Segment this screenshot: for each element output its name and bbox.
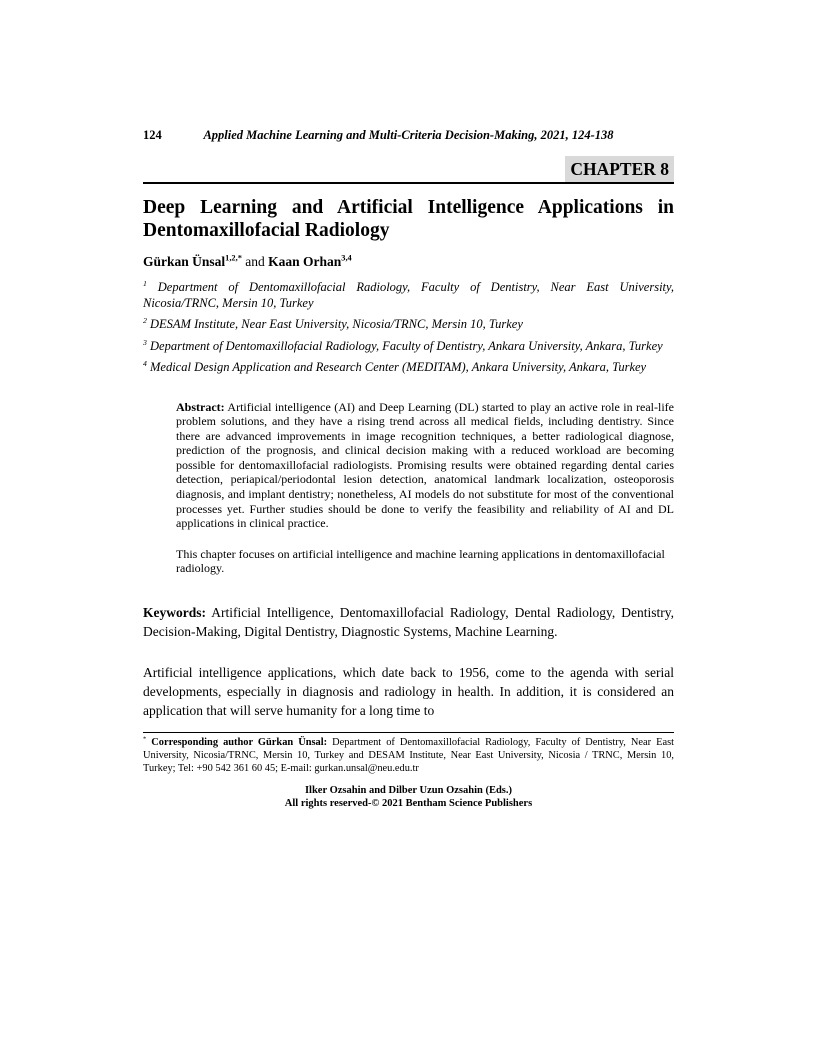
corresponding-author-footnote	[143, 732, 674, 775]
affiliation-4	[143, 360, 674, 376]
footnote-marker: *	[143, 735, 147, 743]
body-paragraph: Artificial intelligence applications, which date back to 1956, come to the agenda with serial developments, especially in diagnosis and radiology in health. In addition, it is considered an application that will serve humanity for a long time to	[143, 665, 674, 719]
abstract-label: Abstract:	[176, 399, 225, 414]
authors-connector: and	[241, 254, 269, 269]
keywords-paragraph	[143, 604, 674, 641]
footnote-label: Corresponding author Gürkan Ünsal:	[146, 737, 328, 749]
editors-line: Ilker Ozsahin and Dilber Uzun Ozsahin (Eds.)	[304, 785, 513, 797]
affiliation-3-text: Department of Dentomaxillofacial Radiology, Faculty of Dentistry, Ankara University, Ankara, Turkey	[146, 338, 663, 353]
rights-line: All rights reserved-© 2021 Bentham Science Publishers	[284, 798, 533, 810]
affiliation-3-mark: 3	[143, 337, 147, 347]
affiliation-1	[143, 280, 674, 311]
page-number: 124	[143, 128, 162, 142]
affiliations-list	[143, 280, 674, 376]
authors-line	[143, 254, 674, 270]
publisher-footer	[143, 784, 674, 810]
running-header	[143, 128, 674, 144]
keywords-label: Keywords:	[143, 605, 206, 621]
affiliation-3	[143, 339, 674, 355]
author-2-affiliation-marks: 3,4	[341, 253, 352, 263]
author-1-name: Gürkan Ünsal	[143, 254, 226, 269]
chapter-badge-row	[143, 156, 674, 184]
affiliation-2	[143, 317, 674, 333]
affiliation-2-text: DESAM Institute, Near East University, Nicosia/TRNC, Mersin 10, Turkey	[146, 317, 523, 331]
abstract-text: Artificial intelligence (AI) and Deep Learning (DL) started to play an active role in real-life problem solutions, and they have a rising trend across all medical fields, including dentistry. Since there are advanced improvements in image recognition techniques, a better radiological diagnose, prediction of the prognosis, and clinical decision making with a reduced workload are becoming possible for dentomaxillofacial radiologists. Promising results were obtained regarding dental caries detection, periapical/periodontal lesion detection, anatomical landmark localization, osteoporosis diagnosis, and implant dentistry; nonetheless, AI models do not substitute for most of the conventional processes yet. Further studies should be done to verify the feasibility and reliability of AI and DL applications in clinical practice.	[176, 399, 674, 531]
affiliation-1-mark: 1	[143, 278, 147, 288]
keywords-text: Artificial Intelligence, Dentomaxillofacial Radiology, Dental Radiology, Dentistry, Decision-Making, Digital Dentistry, Diagnostic Systems, Machine Learning.	[143, 605, 674, 639]
footnote-text: Department of Dentomaxillofacial Radiology, Faculty of Dentistry, Near East University, Nicosia/TRNC, Mersin 10, Turkey and DESAM Institute, Near East University, Nicosia / TRNC, Mersin 10, Turkey; Tel: +90 542 361 60 45; E-mail: gurkan.unsal@neu.edu.tr	[143, 737, 675, 775]
author-1-affiliation-marks: 1,2,*	[225, 253, 242, 263]
page-content	[143, 128, 674, 810]
journal-reference: Applied Machine Learning and Multi-Criteria Decision-Making, 2021, 124-138	[203, 128, 614, 142]
chapter-badge: CHAPTER 8	[565, 156, 674, 182]
author-2-name: Kaan Orhan	[268, 254, 342, 269]
affiliation-2-mark: 2	[143, 315, 147, 325]
abstract-paragraph	[176, 400, 674, 531]
affiliation-4-text: Medical Design Application and Research Center (MEDITAM), Ankara University, Ankara, Turkey	[146, 360, 647, 374]
affiliation-4-mark: 4	[143, 358, 147, 368]
abstract-note-paragraph: This chapter focuses on artificial intelligence and machine learning applications in dentomaxillofacial radiology.	[176, 546, 665, 576]
chapter-title: Deep Learning and Artificial Intelligence Applications in Dentomaxillofacial Radiology	[143, 197, 674, 241]
affiliation-1-text: Department of Dentomaxillofacial Radiology, Faculty of Dentistry, Near East University, Nicosia/TRNC, Mersin 10, Turkey	[143, 280, 674, 310]
